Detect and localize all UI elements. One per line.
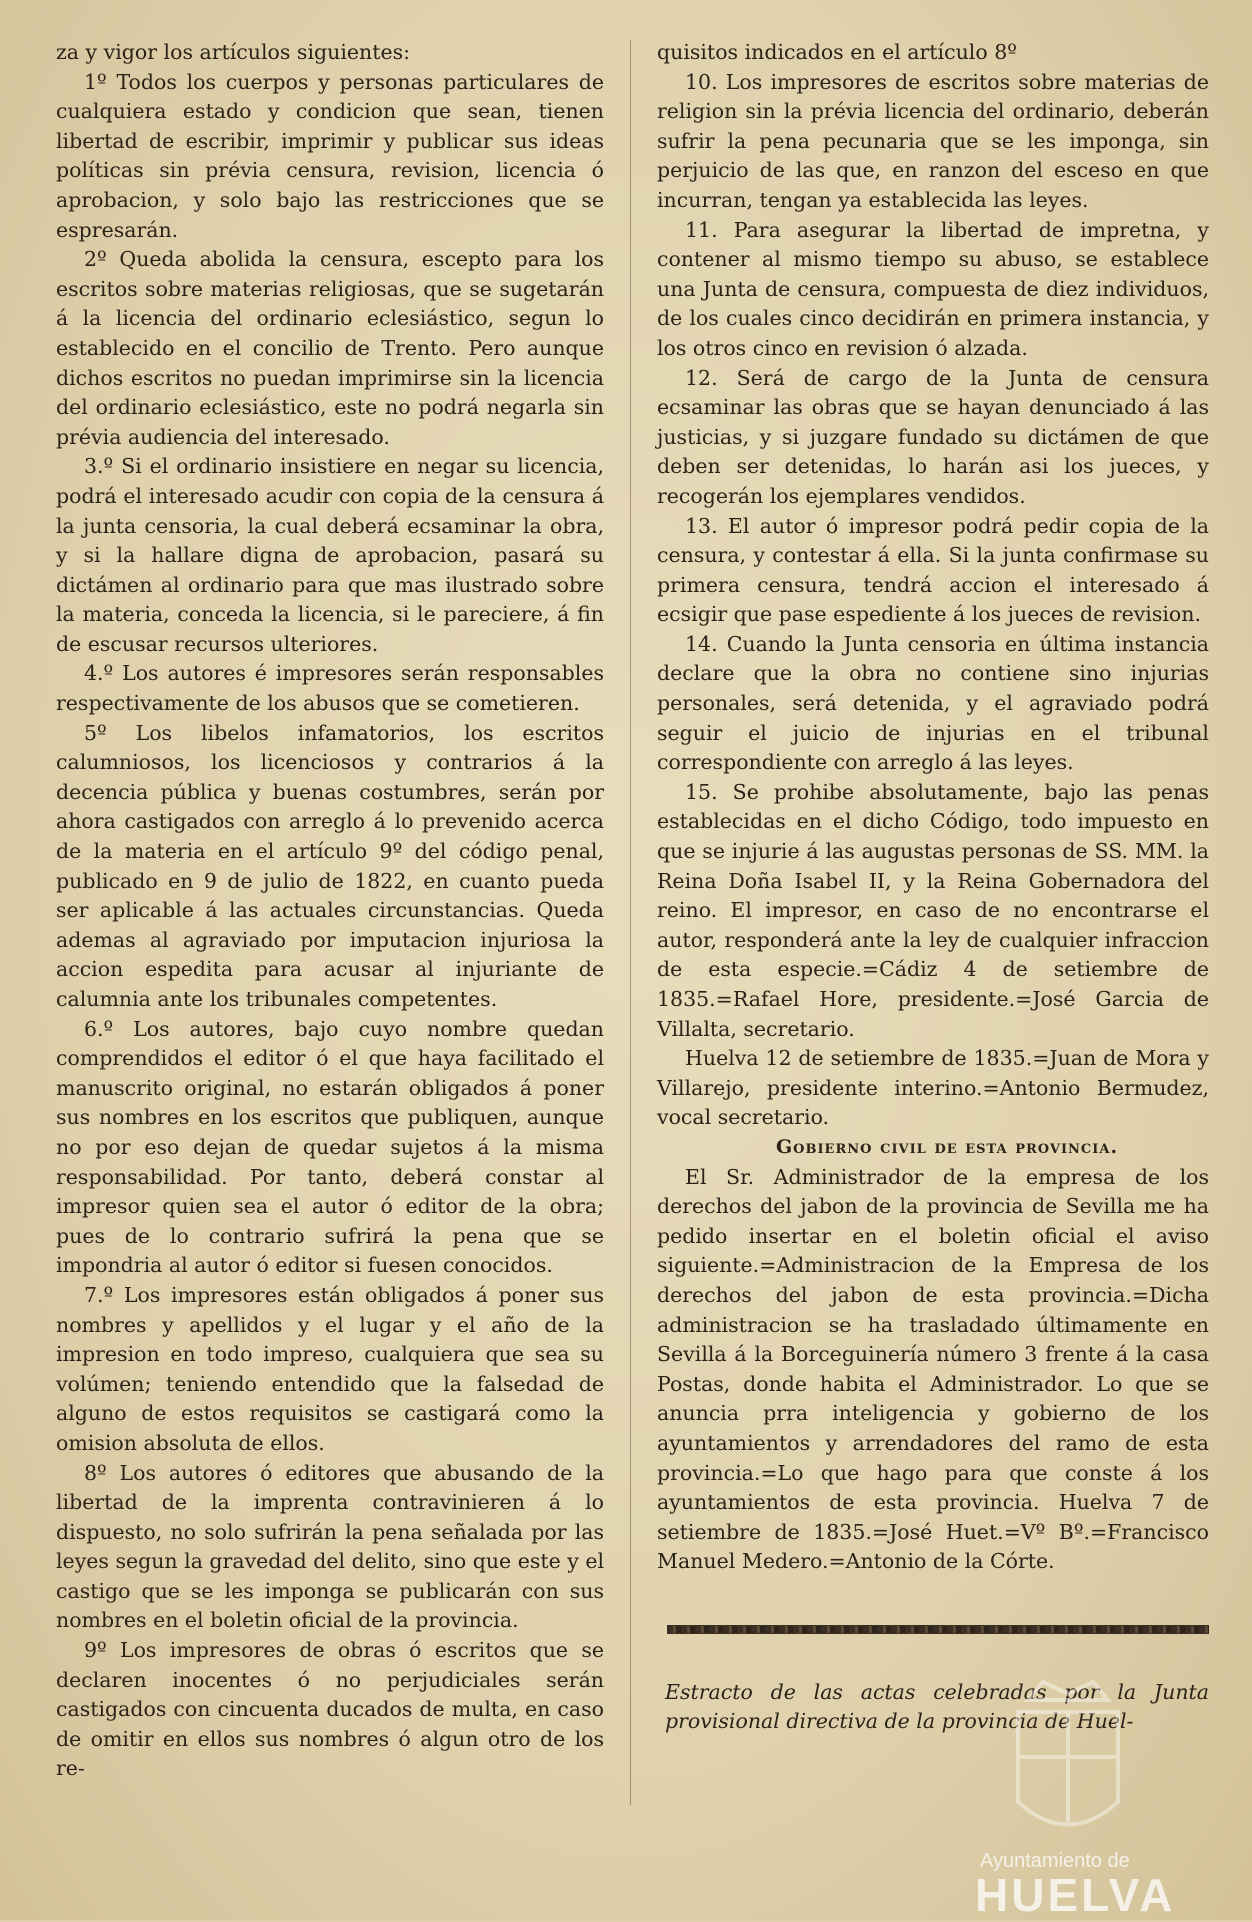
article-6: 6.º Los autores, bajo cuyo nombre quedan comprendidos el editor ó el que haya facilitado el manuscrito original, no estarán obligados á poner sus nombres en los escritos que publiquen, aunque no por eso dejan de quedar sujetos á la misma responsabilidad. Por tanto, deberá constar al impresor quien sea el autor ó editor de la obra; pues de lo contrario sufrirá la pena que se impondria al autor ó editor si fuesen conocidos. [56, 1016, 604, 1278]
article-1: 1º Todos los cuerpos y personas particulares de cualquiera estado y condicion que sean, tienen libertad de escribir, imprimir y publicar sus ideas políticas sin prévia censura, revision, licencia ó aprobacion, y solo bajo las restricciones que se espresarán. [56, 69, 604, 242]
article-2: 2º Queda abolida la censura, escepto para los escritos sobre materias religiosas, que se sugetarán á la licencia del ordinario eclesiástico, segun lo establecido en el concilio de Trento. Pero aunque dichos escritos no puedan imprimirse sin la licencia del ordinario eclesiástico, este no podrá negarla sin prévia audiencia del interesado. [56, 247, 604, 449]
article-3: 3.º Si el ordinario insistiere en negar su licencia, podrá el interesado acudir con copia de la censura á la junta censoria, la cual deberá ecsaminar la obra, y si la hallare digna de aprobacion, pasará su dictámen al ordinario para que mas ilustrado sobre la materia, conceda la licencia, si le pareciere, á fin de escusar recursos ulteriores. [56, 454, 604, 656]
article-13: 13. El autor ó impresor podrá pedir copia de la censura, y contestar á ella. Si la junta confirmase su primera censura, tendrá accion el interesado á ecsigir que pase espediente á los jueces de revision. [657, 513, 1209, 627]
article-4: 4.º Los autores é impresores serán responsables respectivamente de los abusos que se cometieren. [56, 661, 604, 716]
article-12: 12. Será de cargo de la Junta de censura ecsaminar las obras que se hayan denunciado á las justicias, y si juzgare fundado su dictámen de que deben ser detenidas, lo harán asi los jueces, y recogerán los ejemplares vendidos. [657, 365, 1209, 508]
decorative-rule [667, 1625, 1209, 1634]
article-14: 14. Cuando la Junta censoria en última instancia declare que la obra no contiene sino injurias personales, será detenida, y el agraviado podrá seguir el juicio de injurias en el tribunal correspondiente con arreglo á las leyes. [657, 631, 1209, 775]
watermark-label: Ayuntamiento de [980, 1850, 1130, 1872]
article-11: 11. Para asegurar la libertad de impretna, y contener al mismo tiempo su abuso, se establece una Junta de censura, compuesta de diez individuos, de los cuales cinco decidirán en primera instancia, y los otros cinco en revision ó alzada. [657, 217, 1209, 360]
notice-jabon: El Sr. Administrador de la empresa de los derechos del jabon de la provincia de Sevilla me ha pedido insertar en el boletin oficial el aviso siguiente.=Administracion de la Empresa de los derechos del jabon de esta provincia.=Dicha administracion se ha trasladado últimamente en Sevilla á la Borceguinería número 3 frente á la casa Postas, donde habita el Administrador. Lo que se anuncia prra inteligencia y gobierno de los ayuntamientos y arrendadores del ramo de esta provincia.=Lo que hago para que conste á los ayuntamientos de esta provincia. Huelva 7 de setiembre de 1835.=José Huet.=Vº Bº.=Francisco Manuel Medero.=Antonio de la Córte. [657, 1164, 1209, 1574]
right-column [657, 38, 1209, 1737]
article-15: 15. Se prohibe absolutamente, bajo las penas establecidas en el dicho Código, todo impuesto en que se injurie á las augustas personas de SS. MM. la Reina Doña Isabel II, y la Reina Gobernadora del reino. El impresor, en caso de no encontrarse el autor, responderá ante la ley de cualquier infraccion de esta especie.=Cádiz 4 de setiembre de 1835.=Rafael Hore, presidente.=José Garcia de Villalta, secretario. [657, 779, 1209, 1041]
section-title-gobierno-civil: Gobierno civil de esta provincia. [775, 1135, 1119, 1158]
article-9: 9º Los impresores de obras ó escritos que se declaren inocentes ó no perjudiciales serán castigados con cincuenta ducados de multa, en caso de omitir en ellos sus nombres ó algun otro de los re- [56, 1638, 604, 1781]
estracto-heading: Estracto de las actas celebradas por la Junta provisional directiva de la provincia de Huel- [665, 1679, 1209, 1734]
left-column [56, 38, 604, 1784]
article-7: 7.º Los impresores están obligados á poner sus nombres y apellidos y el lugar y el año de la impresion en todo impreso, cualquiera que sea su volúmen; teniendo entendido que la falsedad de alguno de estos requisitos se castigará como la omision absoluta de ellos. [56, 1282, 604, 1455]
article-9-continuation: quisitos indicados en el artículo 8º [657, 40, 1017, 64]
column-divider [630, 40, 631, 1805]
article-5: 5º Los libelos infamatorios, los escritos calumniosos, los licenciosos y contrarios á la decencia pública y buenas costumbres, serán por ahora castigados con arreglo á lo prevenido acerca de la materia en el artículo 9º del código penal, publicado en 9 de julio de 1822, en cuanto pueda ser aplicable á las actuales circunstancias. Queda ademas al agraviado por imputacion injuriosa la accion espedita para acusar al injuriante de calumnia ante los tribunales competentes. [56, 720, 604, 1011]
article-10: 10. Los impresores de escritos sobre materias de religion sin la prévia licencia del ordinario, deberán sufrir la pena pecunaria que se les imponga, sin perjuicio de las que, en ranzon del esceso en que incurran, tengan ya establecida las leyes. [657, 69, 1209, 212]
watermark-city: HUELVA [975, 1869, 1176, 1921]
paragraph-intro: za y vigor los artículos siguientes: [56, 40, 411, 64]
article-8: 8º Los autores ó editores que abusando de la libertad de la imprenta contravinieren á lo dispuesto, no solo sufrirán la pena señalada por las leyes segun la gravedad del delito, sino que este y el castigo que se les imponga se publicarán con sus nombres en el boletin oficial de la provincia. [56, 1460, 605, 1633]
signature-line: Huelva 12 de setiembre de 1835.=Juan de Mora y Villarejo, presidente interino.=Antonio Bermudez, vocal secretario. [657, 1046, 1209, 1130]
